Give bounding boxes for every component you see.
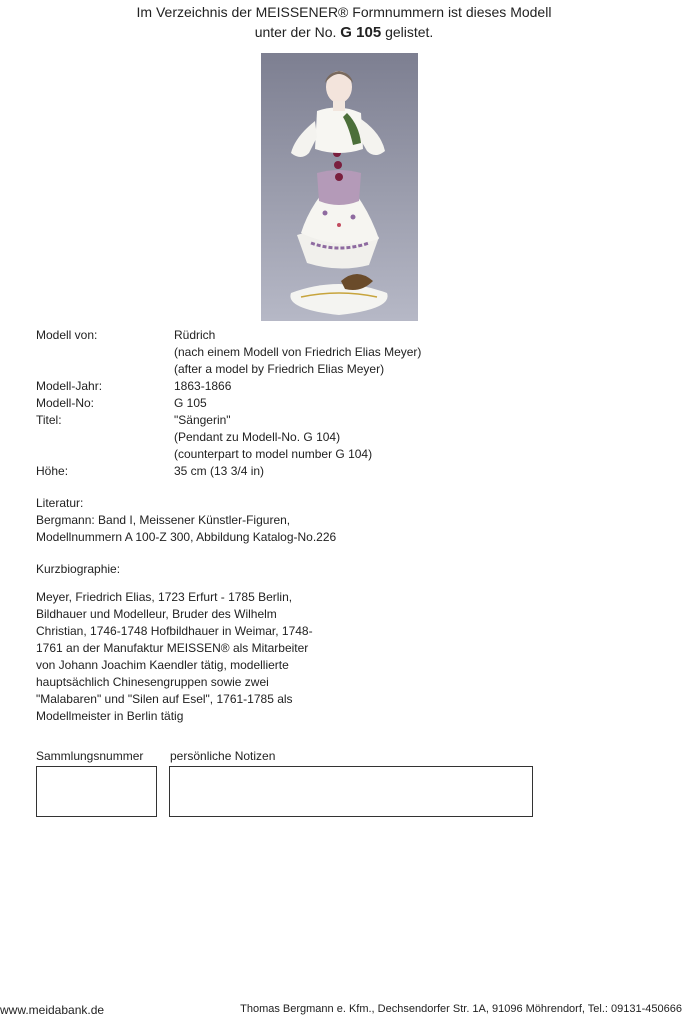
kurzbiographie-text (36, 589, 336, 725)
spec-label: Modell-No: (36, 396, 95, 410)
notizen-label: persönliche Notizen (170, 749, 276, 763)
spec-value-line: (Pendant zu Modell-No. G 104) (174, 430, 341, 444)
sammlungsnummer-label: Sammlungsnummer (36, 749, 144, 763)
bio-line: Modellmeister in Berlin tätig (36, 709, 184, 723)
literatur-section (36, 495, 336, 546)
header (0, 2, 688, 43)
spec-row-titel (36, 412, 421, 463)
spec-value-line: (counterpart to model number G 104) (174, 447, 373, 461)
model-number: G 105 (340, 24, 382, 41)
bio-line: Meyer, Friedrich Elias, 1723 Erfurt - 1785 Berlin, (36, 590, 293, 604)
spec-label: Höhe: (36, 464, 69, 478)
spec-value-line: "Sängerin" (174, 413, 231, 427)
header-line-2-pre: unter der No. (254, 24, 337, 40)
spec-value-line: (after a model by Friedrich Elias Meyer) (174, 362, 385, 376)
spec-row-modell-jahr (36, 378, 421, 395)
spec-value-line: (nach einem Modell von Friedrich Elias Meyer) (174, 345, 422, 359)
bio-line: "Malabaren" und "Silen auf Esel", 1761-1785 als (36, 692, 293, 706)
literatur-line: Bergmann: Band I, Meissener Künstler-Figuren, (36, 513, 291, 527)
spec-label: Modell-Jahr: (36, 379, 103, 393)
header-line-2 (0, 22, 688, 43)
spec-label: Modell von: (36, 328, 98, 342)
spec-value-line: Rüdrich (174, 328, 216, 342)
bio-line: Bildhauer und Modelleur, Bruder des Wilhelm (36, 607, 277, 621)
spec-row-modell-von (36, 327, 421, 378)
spec-value: 1863-1866 (174, 379, 232, 393)
spec-row-hoehe (36, 463, 421, 480)
header-line-2-post: gelistet. (385, 24, 434, 40)
spec-value: 35 cm (13 3/4 in) (174, 464, 265, 478)
figurine-photo (261, 53, 418, 321)
header-line-1: Im Verzeichnis der MEISSENER® Formnummern ist dieses Modell (136, 4, 552, 20)
sammlungsnummer-field[interactable] (36, 766, 157, 817)
bio-line: 1761 an der Manufaktur MEISSEN® als Mitarbeiter (36, 641, 309, 655)
spec-label: Titel: (36, 413, 62, 427)
footer-website[interactable]: www.meidabank.de (0, 1003, 105, 1017)
notizen-field[interactable] (169, 766, 533, 817)
bio-line: Christian, 1746-1748 Hofbildhauer in Weimar, 1748- (36, 624, 313, 638)
spec-value: G 105 (174, 396, 207, 410)
literatur-heading: Literatur: (36, 496, 84, 510)
literatur-line: Modellnummern A 100-Z 300, Abbildung Katalog-No.226 (36, 530, 337, 544)
bio-line: hauptsächlich Chinesengruppen sowie zwei (36, 675, 269, 689)
bio-line: von Johann Joachim Kaendler tätig, modellierte (36, 658, 289, 672)
spec-value (174, 412, 372, 463)
spec-value (174, 327, 421, 378)
spec-row-modell-no (36, 395, 421, 412)
footer-address: Thomas Bergmann e. Kfm., Dechsendorfer Str. 1A, 91096 Möhrendorf, Tel.: 09131-450666 (240, 1003, 682, 1015)
kurzbiographie-heading: Kurzbiographie: (36, 562, 121, 576)
spec-table (36, 327, 421, 480)
